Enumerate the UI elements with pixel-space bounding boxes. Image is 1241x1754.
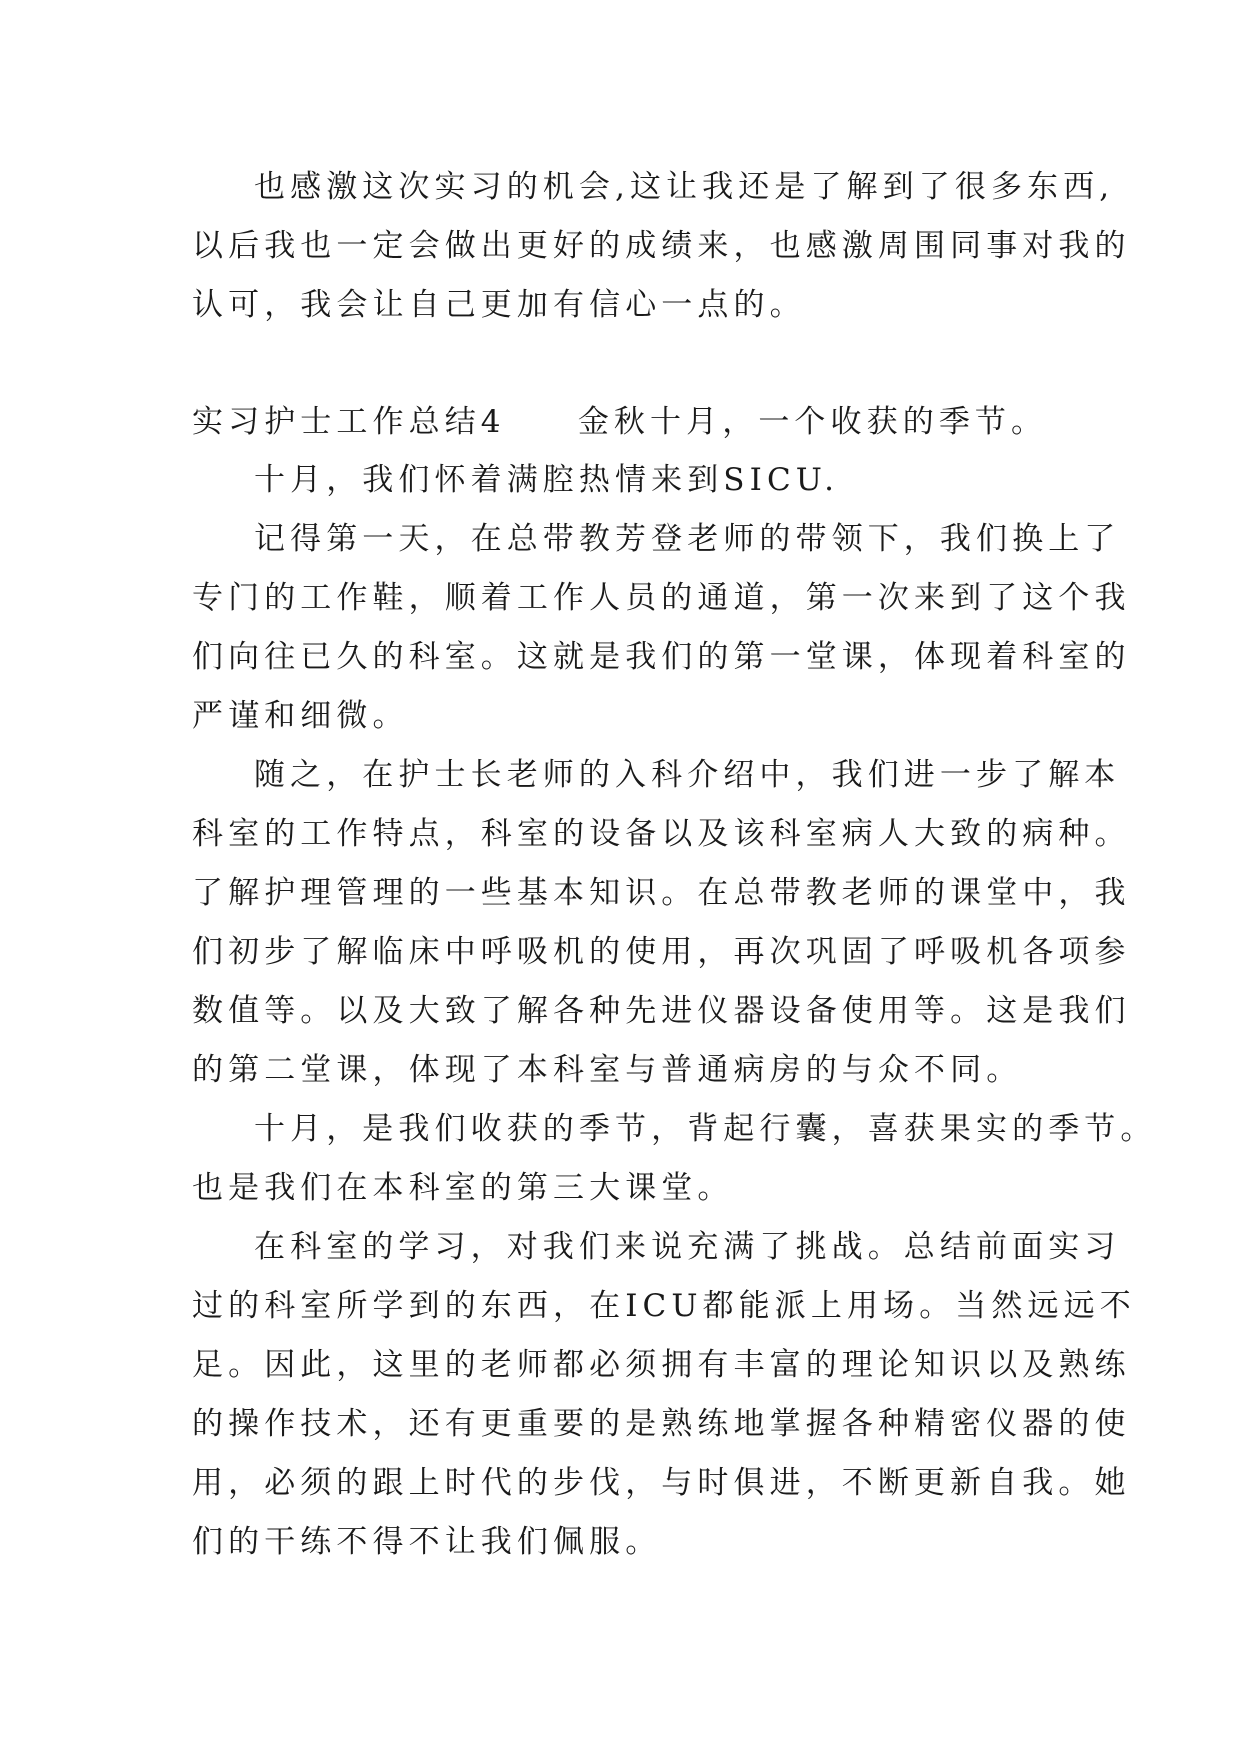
paragraph-line: 过的科室所学到的东西，在ICU都能派上用场。当然远远不: [192, 1288, 1136, 1324]
paragraph-line: 也是我们在本科室的第三大课堂。: [192, 1170, 734, 1206]
paragraph-line: 的操作技术，还有更重要的是熟练地掌握各种精密仪器的使: [192, 1406, 1131, 1442]
paragraph-line: 们的干练不得不让我们佩服。: [192, 1524, 662, 1560]
paragraph-line: 数值等。以及大致了解各种先进仪器设备使用等。这是我们: [192, 993, 1131, 1029]
paragraph-line: 记得第一天，在总带教芳登老师的带领下，我们换上了: [254, 521, 1121, 557]
paragraph-line: 科室的工作特点，科室的设备以及该科室病人大致的病种。: [192, 816, 1131, 852]
section-heading-line: 实习护士工作总结4 金秋十月，一个收获的季节。: [192, 404, 1048, 440]
paragraph-line: 在科室的学习，对我们来说充满了挑战。总结前面实习: [254, 1229, 1121, 1265]
paragraph-line: 了解护理管理的一些基本知识。在总带教老师的课堂中，我: [192, 875, 1131, 911]
paragraph-line: 也感激这次实习的机会,这让我还是了解到了很多东西,: [254, 169, 1115, 205]
paragraph-line: 以后我也一定会做出更好的成绩来，也感激周围同事对我的: [192, 228, 1131, 264]
paragraph-line: 们初步了解临床中呼吸机的使用，再次巩固了呼吸机各项参: [192, 934, 1131, 970]
paragraph-line: 的第二堂课，体现了本科室与普通病房的与众不同。: [192, 1052, 1023, 1088]
paragraph-line: 认可，我会让自己更加有信心一点的。: [192, 287, 806, 323]
paragraph-line: 十月，是我们收获的季节，背起行囊，喜获果实的季节。: [254, 1111, 1157, 1147]
paragraph-line: 随之，在护士长老师的入科介绍中，我们进一步了解本: [254, 757, 1121, 793]
paragraph-line: 们向往已久的科室。这就是我们的第一堂课，体现着科室的: [192, 639, 1131, 675]
paragraph-line: 用，必须的跟上时代的步伐，与时俱进，不断更新自我。她: [192, 1465, 1131, 1501]
paragraph-line: 专门的工作鞋，顺着工作人员的通道，第一次来到了这个我: [192, 580, 1131, 616]
paragraph-line: 严谨和细微。: [192, 698, 409, 734]
paragraph-line: 足。因此，这里的老师都必须拥有丰富的理论知识以及熟练: [192, 1347, 1131, 1383]
paragraph-line: 十月，我们怀着满腔热情来到SICU.: [254, 462, 840, 498]
